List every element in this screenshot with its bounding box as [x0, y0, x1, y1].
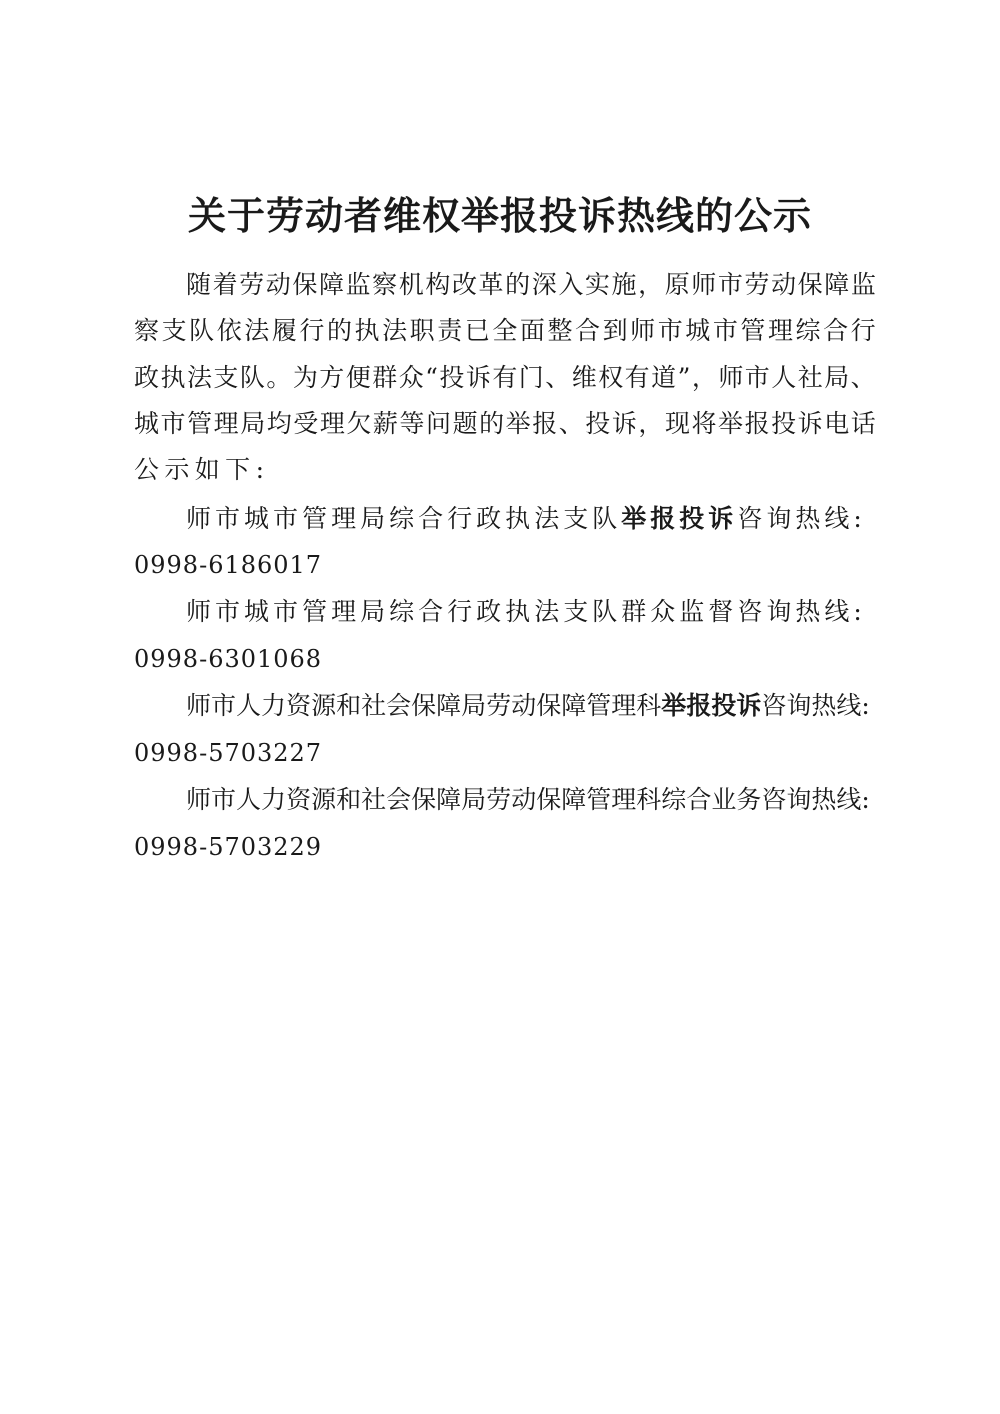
intro-line-5 — [0, 447, 1000, 493]
hotline-1-label — [0, 496, 1000, 542]
intro-line-1-text: 随 着 劳 动 保 障 监 察 机 构 改 革 的 深 入 实 施 ， 原 师 市 劳 动 保 障 监 — [186, 270, 876, 299]
hotline-4-label-text: 师 市 人 力 资 源 和 社 会 保 障 局 劳 动 保 障 管 理 科 综 合 业 务 咨 询 热 线 : — [186, 785, 870, 814]
intro-line-1 — [0, 262, 1000, 308]
intro-line-3 — [0, 355, 1000, 401]
hotline-4-phone: 0998-5703229 — [134, 833, 323, 861]
hotline-4-label — [0, 777, 1000, 823]
hotline-3-phone-line — [0, 730, 1000, 776]
intro-line-4-text: 城 市 管 理 局 均 受 理 欠 薪 等 问 题 的 举 报 、 投 诉 ， 现 将 举 报 投 诉 电 话 — [134, 409, 876, 438]
hotline-4-phone-line — [0, 824, 1000, 870]
intro-line-5-text: 公 示 如 下 : — [134, 455, 264, 484]
hotline-2-label-text: 师 市 城 市 管 理 局 综 合 行 政 执 法 支 队 群 众 监 督 咨 询 热 线 : — [186, 597, 862, 626]
hotline-2-label — [0, 589, 1000, 635]
hotline-3-phone: 0998-5703227 — [134, 739, 323, 767]
hotline-3-label — [0, 683, 1000, 729]
intro-line-3-text: 政 执 法 支 队 。 为 方 便 群 众 “ 投 诉 有 门 、 维 权 有 道 ” ， 师 市 人 社 局 、 — [134, 363, 876, 392]
hotline-2-phone: 0998-6301068 — [134, 645, 323, 673]
hotline-1-phone-line — [0, 542, 1000, 588]
intro-line-4 — [0, 401, 1000, 447]
hotline-2-phone-line — [0, 636, 1000, 682]
hotline-1-phone: 0998-6186017 — [134, 551, 323, 579]
intro-line-2 — [0, 308, 1000, 354]
intro-line-2-text: 察 支 队 依 法 履 行 的 执 法 职 责 已 全 面 整 合 到 师 市 城 市 管 理 综 合 行 — [134, 316, 876, 345]
hotline-1-label-text: 师 市 城 市 管 理 局 综 合 行 政 执 法 支 队 举 报 投 诉 咨 询 热 线 : — [186, 504, 862, 533]
hotline-3-label-text: 师 市 人 力 资 源 和 社 会 保 障 局 劳 动 保 障 管 理 科 举 报 投 诉 咨 询 热 线 : — [186, 691, 870, 720]
document-title: 关于劳动者维权举报投诉热线的公示 — [187, 193, 812, 238]
